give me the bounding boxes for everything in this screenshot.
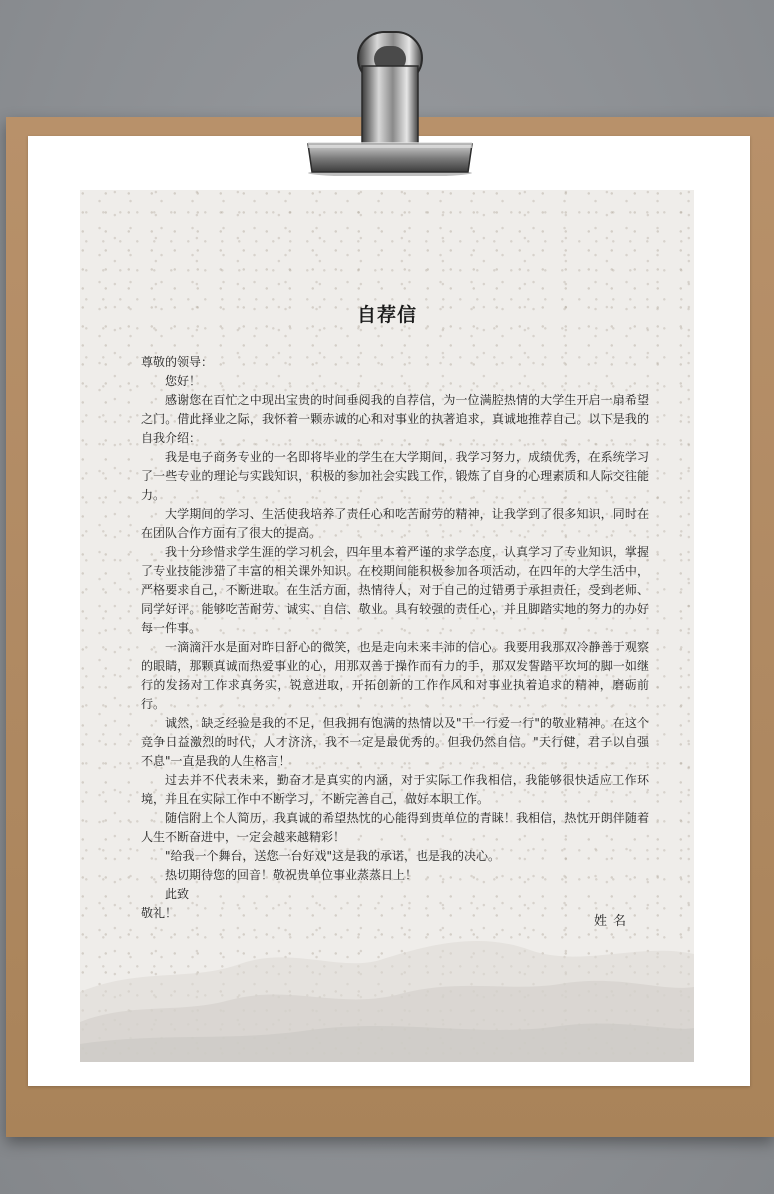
paragraph-1: 感谢您在百忙之中现出宝贵的时间垂阅我的自荐信，为一位满腔热情的大学生开启一扇希望之门。借此择业之际，我怀着一颗赤诚的心和对事业的执著追求，真诚地推荐自己。以下是我的自我介绍：: [141, 393, 649, 445]
greeting: 您好！: [165, 374, 202, 388]
paragraph-7: 过去并不代表未来，勤奋才是真实的内涵，对于实际工作我相信，我能够很快适应工作环境，并且在实际工作中不断学习，不断完善自己，做好本职工作。: [141, 773, 649, 806]
salutation: 尊敬的领导：: [141, 355, 214, 369]
paragraph-8: 随信附上个人简历，我真诚的希望热忱的心能得到贵单位的青睐！我相信，热忱开朗伴随着人生不断奋进中，一定会越来越精彩！: [141, 811, 649, 844]
paragraph-9: "给我一个舞台，送您一台好戏"这是我的承诺，也是我的决心。: [165, 849, 501, 863]
letter-page: [80, 190, 694, 1062]
binder-clip-icon: [300, 26, 480, 176]
paragraph-10: 热切期待您的回音！敬祝贵单位事业蒸蒸日上！: [165, 868, 418, 882]
paragraph-6: 诚然，缺乏经验是我的不足，但我拥有饱满的热情以及"干一行爱一行"的敬业精神。在这个竞争日益激烈的时代，人才济济，我不一定是最优秀的。但我仍然自信。"天行健，君子以自强不息"一直是我的人生格言！: [141, 716, 649, 768]
paragraph-3: 大学期间的学习、生活使我培养了责任心和吃苦耐劳的精神，让我学到了很多知识，同时在在团队合作方面有了很大的提高。: [141, 507, 649, 540]
closing-line-1: 此致: [165, 887, 190, 901]
paragraph-5: 一滴滴汗水是面对昨日舒心的微笑，也是走向未来丰沛的信心。我要用我那双冷静善于观察的眼睛，那颗真诚而热爱事业的心，用那双善于操作而有力的手，那双发誓踏平坎坷的脚一如继行的发扬对工作求真务实，锐意进取，开拓创新的工作作风和对事业执着追求的精神，磨砺前行。: [141, 640, 649, 711]
paragraph-4: 我十分珍惜求学生涯的学习机会，四年里本着严谨的求学态度，认真学习了专业知识，掌握了专业技能涉猎了丰富的相关课外知识。在校期间能积极参加各项活动，在四年的大学生活中，严格要求自己，不断进取。在生活方面，热情待人，对于自己的过错勇于承担责任，受到老师、同学好评。能够吃苦耐劳、诚实、自信、敬业。具有较强的责任心，并且脚踏实地的努力的办好每一件事。: [141, 545, 649, 635]
closing-line-2: 敬礼！: [141, 906, 178, 920]
letter-title: 自荐信: [356, 304, 417, 326]
paragraph-2: 我是电子商务专业的一名即将毕业的学生在大学期间，我学习努力，成绩优秀，在系统学习了一些专业的理论与实践知识，积极的参加社会实践工作，锻炼了自身的心理素质和人际交往能力。: [141, 450, 649, 502]
letter-body: [141, 353, 649, 923]
signature: 姓名: [594, 914, 633, 929]
